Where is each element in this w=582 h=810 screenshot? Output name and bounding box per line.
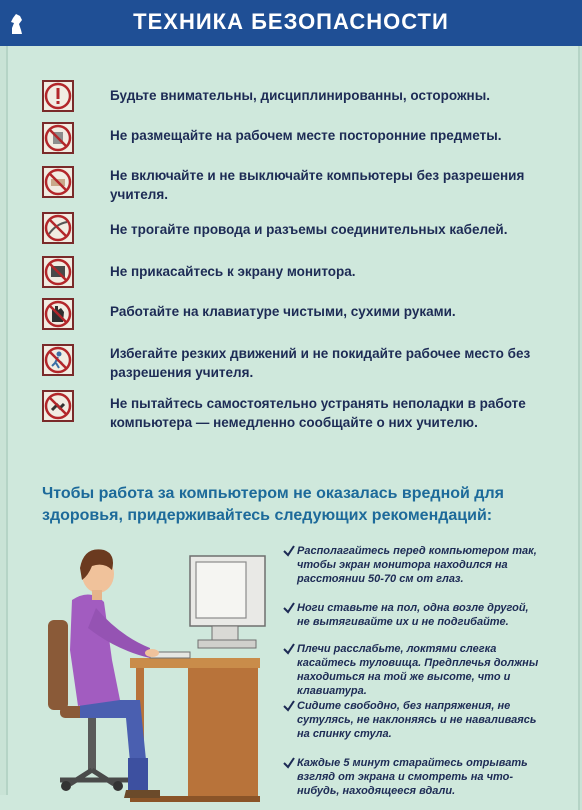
no-touch-screen-icon: [42, 256, 74, 288]
checkmark-icon: [283, 643, 295, 655]
header-bar: [0, 0, 582, 46]
tip-text: Ноги ставьте на пол, одна возле другой, не вытягивайте их и не подгибайте.: [297, 602, 529, 628]
rule-text: Избегайте резких движений и не покидайте рабочее место без разрешения учителя.: [110, 346, 531, 380]
tip-item: [283, 699, 543, 741]
no-cables-icon: [42, 212, 74, 244]
tip-text: Каждые 5 минут старайтесь отрывать взгляд от экрана и смотреть на что-нибудь, находящееся вдали.: [297, 757, 528, 797]
rule-text: Не пытайтесь самостоятельно устранять неполадки в работе компьютера — немедленно сообщайте о них учителю.: [110, 396, 526, 430]
tip-item: [283, 601, 543, 629]
workstation-illustration: [0, 540, 280, 810]
rule-text: Не размещайте на рабочем месте посторонние предметы.: [110, 128, 502, 143]
tip-item: [283, 544, 543, 586]
no-switch-icon: [42, 166, 74, 198]
tip-text: Сидите свободно, без напряжения, не сутулясь, не наклоняясь и не наваливаясь на спинку стула.: [297, 700, 537, 740]
tip-item: [283, 756, 543, 798]
rule-text: Не включайте и не выключайте компьютеры без разрешения учителя.: [110, 168, 525, 202]
no-repair-icon: [42, 390, 74, 422]
exclamation-icon: [42, 80, 74, 112]
tip-text: Плечи расслабьте, локтями слегка касайтесь туловища. Предплечья должны находиться на той же высоте, что и клавиатура.: [297, 643, 539, 697]
tip-item: [283, 642, 543, 698]
dirty-hand-icon: [42, 298, 74, 330]
tip-text: Располагайтесь перед компьютером так, чтобы экран монитора находился на расстоянии 50-70 см от глаз.: [297, 545, 537, 585]
rule-text: Не прикасайтесь к экрану монитора.: [110, 264, 356, 279]
no-objects-icon: [42, 122, 74, 154]
checkmark-icon: [283, 757, 295, 769]
recommendations-title: Чтобы работа за компьютером не оказалась вредной для здоровья, придерживайтесь следующих рекомендаций:: [42, 485, 504, 524]
checkmark-icon: [283, 700, 295, 712]
checkmark-icon: [283, 602, 295, 614]
rule-text: Работайте на клавиатуре чистыми, сухими руками.: [110, 304, 456, 319]
rule-text: Не трогайте провода и разъемы соединительных кабелей.: [110, 222, 508, 237]
checkmark-icon: [283, 545, 295, 557]
no-running-icon: [42, 344, 74, 376]
rule-text: Будьте внимательны, дисциплинированны, осторожны.: [110, 88, 490, 103]
page-title: ТЕХНИКА БЕЗОПАСНОСТИ: [133, 9, 449, 34]
